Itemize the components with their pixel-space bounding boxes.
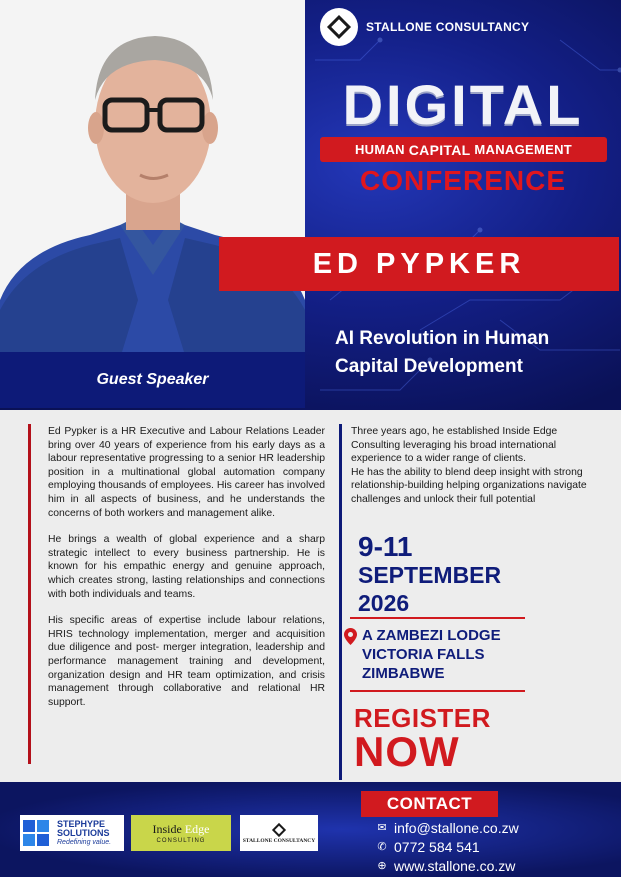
bio-paragraph: Ed Pypker is a HR Executive and Labour Relations Leader bring over 40 years of experience from his early days as a labour representative progressing to a senior HR leadership position in a multinational global automation company employing thousands of employees. His career has involved him in all aspects of business, and he understands the concerns of both workers and management alike. [48, 426, 325, 519]
stephype-tagline: Redefining value. [57, 838, 112, 846]
contact-list [376, 819, 519, 876]
register-cta[interactable] [354, 705, 491, 773]
bio-paragraph: He brings a wealth of global experience and a sharp strategic intellect to every business partnership. He is known for his empathic energy and genuine approach, which creates strong, lasting relationships and connections with both individuals and teams. [48, 534, 325, 600]
column-divider [339, 424, 342, 780]
contact-web[interactable]: www.stallone.co.zw [394, 858, 516, 874]
venue-line: A ZAMBEZI LODGE [362, 627, 501, 644]
contact-email[interactable]: info@stallone.co.zw [394, 820, 519, 836]
speaker-topic: AI Revolution in Human Capital Development [335, 328, 550, 377]
stephype-mark-icon [23, 818, 53, 848]
contact-phone-row[interactable] [376, 838, 519, 857]
stephype-name: SOLUTIONS [57, 827, 110, 838]
event-date [358, 533, 501, 617]
bio-paragraph: Three years ago, he established Inside Edge Consulting leveraging his broad international experience to a wider range of clients. [351, 426, 558, 465]
event-subtitle [320, 137, 607, 162]
divider-rule [350, 617, 525, 619]
location-pin-icon [344, 626, 358, 683]
event-type: CONFERENCE [359, 165, 566, 196]
contact-email-row[interactable] [376, 819, 519, 838]
globe-icon: ⊕ [377, 860, 387, 872]
brand-name: STALLONE CONSULTANCY [366, 20, 530, 34]
stephype-name: STEPHYPE [57, 818, 106, 829]
date-month: SEPTEMBER [358, 562, 502, 588]
bio-left-column [48, 425, 325, 722]
venue-line: ZIMBABWE [362, 665, 445, 682]
register-line: REGISTER [354, 703, 491, 733]
contact-web-row[interactable] [376, 857, 519, 876]
contact-heading: CONTACT [361, 791, 498, 817]
event-title: DIGITAL [342, 73, 584, 136]
register-line: NOW [354, 728, 460, 775]
left-accent-line [28, 424, 31, 764]
speaker-photo [0, 0, 305, 352]
stephype-logo [20, 815, 124, 851]
brand-header [320, 8, 529, 46]
inside-edge-tagline: CONSULTING [156, 838, 206, 844]
bio-paragraph: He has the ability to blend deep insight with strong relationship-building helping organizations navigate challenges and unlock their full potential [351, 466, 587, 505]
bio-paragraph: His specific areas of expertise include labour relations, HRIS technology implementation, merger and acquisition due diligence and post- merger integration, leadership and performance management training and development, organization design and HR team optimization, and crisis management through collaborative and relational HR support. [48, 615, 325, 708]
subtitle-bold: CAPITAL [408, 141, 471, 158]
date-range: 9-11 [358, 531, 413, 562]
speaker-role: Guest Speaker [0, 352, 305, 408]
inside-edge-name: Edge [184, 822, 210, 836]
stallone-logo [320, 8, 358, 46]
inside-edge-logo [131, 815, 231, 851]
hero-banner [0, 0, 621, 410]
date-year: 2026 [358, 590, 410, 616]
speaker-name: ED PYPKER [219, 237, 619, 291]
event-venue [344, 626, 501, 683]
envelope-icon: ✉ [377, 822, 387, 834]
inside-edge-name: Inside [152, 822, 185, 836]
stallone-mark-icon [271, 822, 287, 838]
subtitle-pre: HUMAN [354, 142, 409, 157]
stallone-footer-name: STALLONE CONSULTANCY [242, 838, 316, 844]
venue-line: VICTORIA FALLS [362, 646, 485, 663]
stallone-footer-logo [240, 815, 318, 851]
contact-phone[interactable]: 0772 584 541 [394, 839, 480, 855]
bio-right-column [351, 425, 603, 507]
subtitle-post: MANAGEMENT [470, 142, 573, 157]
phone-icon: ✆ [377, 841, 387, 853]
divider-rule [350, 690, 525, 692]
